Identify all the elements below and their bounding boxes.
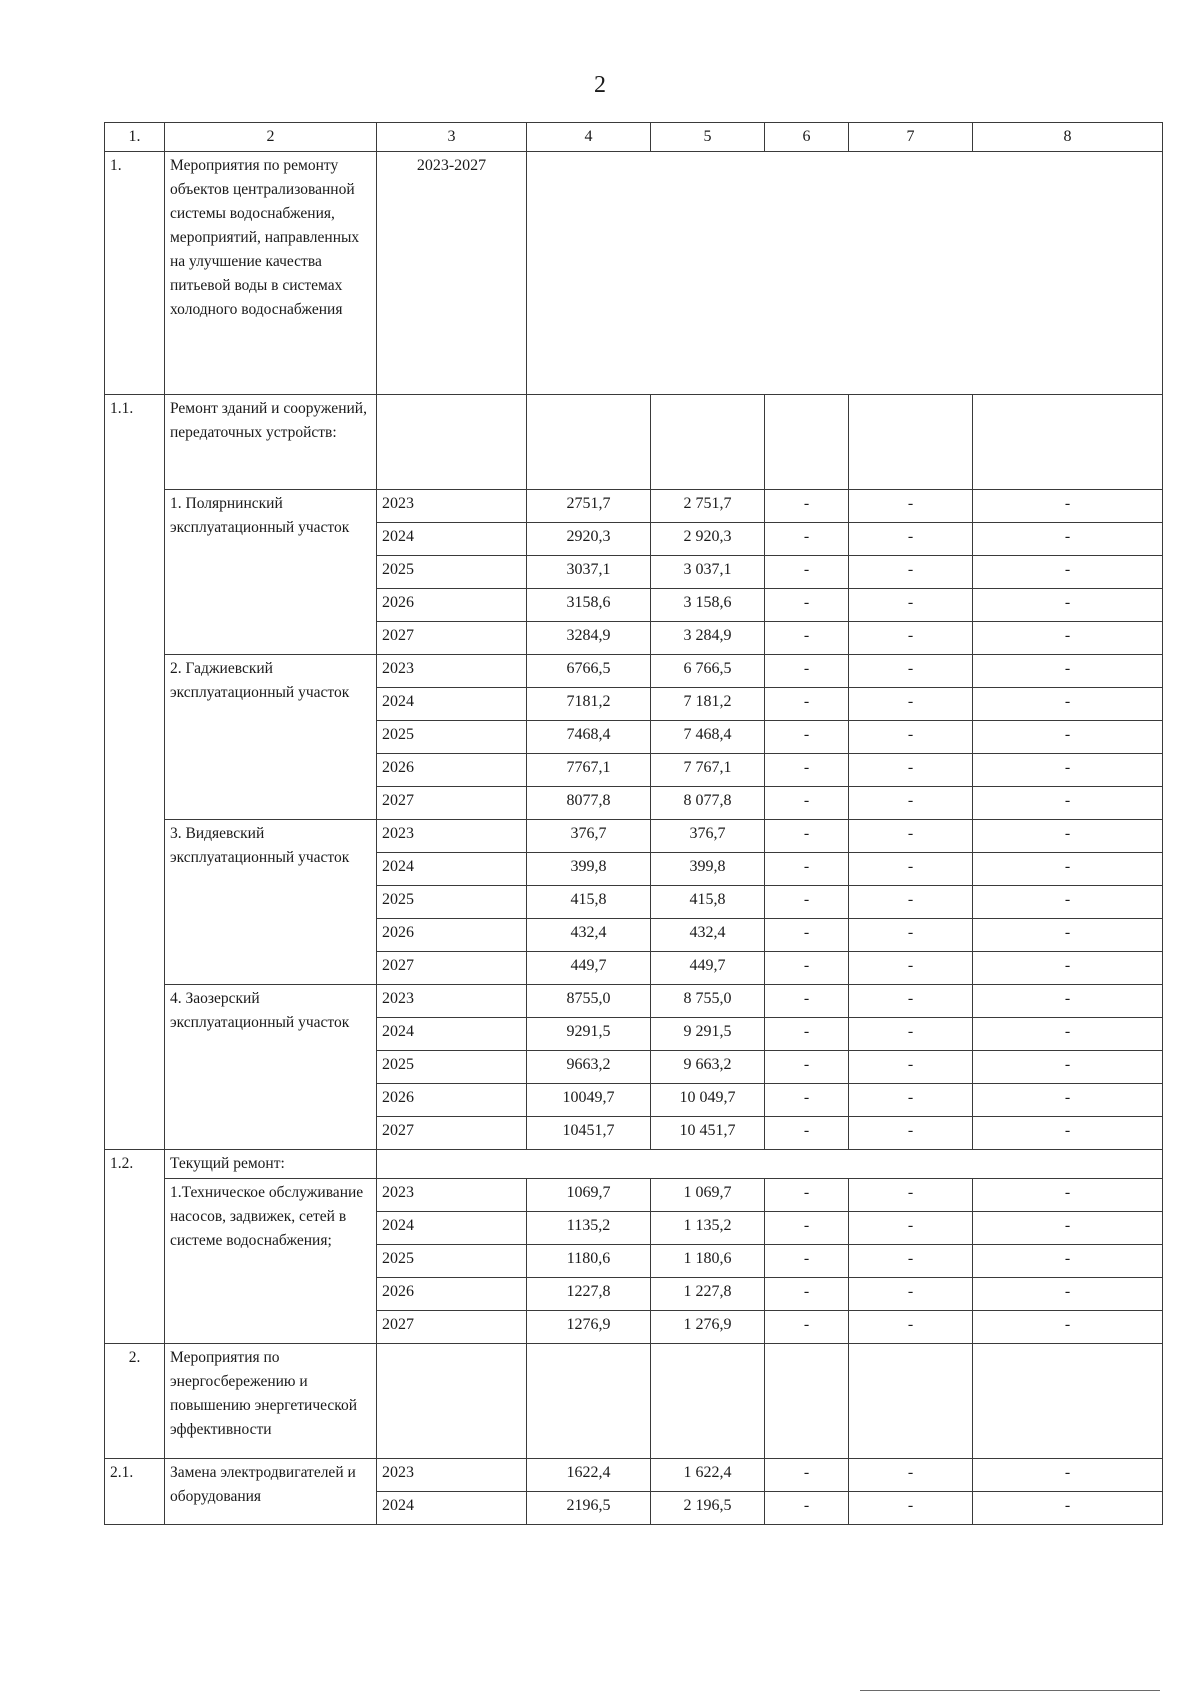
value-col4: 399,8	[527, 853, 651, 886]
empty-cell	[651, 395, 765, 490]
value-col4: 2751,7	[527, 490, 651, 523]
dash-col6: -	[765, 589, 849, 622]
dash-col6: -	[765, 754, 849, 787]
dash-col6: -	[765, 1051, 849, 1084]
row-number: 2.	[105, 1344, 165, 1459]
empty-cell	[973, 1344, 1163, 1459]
value-col5: 3 037,1	[651, 556, 765, 589]
year-cell: 2026	[377, 1084, 527, 1117]
empty-cell	[377, 1150, 1163, 1179]
year-cell: 2023	[377, 1459, 527, 1492]
value-col5: 1 180,6	[651, 1245, 765, 1278]
dash-col6: -	[765, 1018, 849, 1051]
year-cell: 2025	[377, 1051, 527, 1084]
year-cell: 2025	[377, 556, 527, 589]
value-col4: 10451,7	[527, 1117, 651, 1150]
value-col5: 1 069,7	[651, 1179, 765, 1212]
dash-col7: -	[849, 655, 973, 688]
year-cell: 2023	[377, 985, 527, 1018]
dash-col6: -	[765, 820, 849, 853]
page-number: 2	[594, 72, 606, 98]
dash-col7: -	[849, 589, 973, 622]
value-col5: 9 291,5	[651, 1018, 765, 1051]
section-1-period: 2023-2027	[377, 152, 527, 395]
year-cell: 2027	[377, 1117, 527, 1150]
year-cell: 2026	[377, 1278, 527, 1311]
dash-col8: -	[973, 622, 1163, 655]
value-col5: 1 622,4	[651, 1459, 765, 1492]
value-col5: 2 920,3	[651, 523, 765, 556]
value-col4: 1180,6	[527, 1245, 651, 1278]
value-col4: 3037,1	[527, 556, 651, 589]
dash-col8: -	[973, 1117, 1163, 1150]
dash-col6: -	[765, 721, 849, 754]
dash-col6: -	[765, 556, 849, 589]
dash-col7: -	[849, 721, 973, 754]
dash-col8: -	[973, 919, 1163, 952]
dash-col8: -	[973, 787, 1163, 820]
value-col4: 1135,2	[527, 1212, 651, 1245]
section-1-1-description: Ремонт зданий и сооружений, передаточных устройств:	[165, 395, 377, 490]
table-row	[105, 655, 1163, 688]
year-cell: 2025	[377, 1245, 527, 1278]
year-cell: 2027	[377, 622, 527, 655]
dash-col7: -	[849, 1459, 973, 1492]
year-cell: 2023	[377, 820, 527, 853]
dash-col7: -	[849, 523, 973, 556]
dash-col7: -	[849, 556, 973, 589]
dash-col8: -	[973, 1459, 1163, 1492]
dash-col8: -	[973, 985, 1163, 1018]
dash-col8: -	[973, 1179, 1163, 1212]
value-col5: 1 135,2	[651, 1212, 765, 1245]
dash-col8: -	[973, 1084, 1163, 1117]
dash-col8: -	[973, 688, 1163, 721]
value-col5: 8 755,0	[651, 985, 765, 1018]
maintenance-label: 1.Техническое обслуживание насосов, задвижек, сетей в системе водоснабжения;	[165, 1179, 377, 1344]
year-cell: 2025	[377, 721, 527, 754]
dash-col7: -	[849, 622, 973, 655]
dash-col7: -	[849, 688, 973, 721]
row-number: 1.1.	[105, 395, 165, 1150]
year-cell: 2023	[377, 655, 527, 688]
row-number: 1.	[105, 152, 165, 395]
dash-col7: -	[849, 1084, 973, 1117]
year-cell: 2027	[377, 952, 527, 985]
dash-col8: -	[973, 1051, 1163, 1084]
site-label: 1. Полярнинский эксплуатационный участок	[165, 490, 377, 655]
header-cell: 4	[527, 123, 651, 152]
value-col5: 7 468,4	[651, 721, 765, 754]
dash-col7: -	[849, 853, 973, 886]
dash-col6: -	[765, 952, 849, 985]
empty-cell	[377, 395, 527, 490]
value-col5: 7 181,2	[651, 688, 765, 721]
header-cell: 6	[765, 123, 849, 152]
year-cell: 2025	[377, 886, 527, 919]
dash-col6: -	[765, 1278, 849, 1311]
value-col5: 8 077,8	[651, 787, 765, 820]
dash-col6: -	[765, 490, 849, 523]
dash-col6: -	[765, 1179, 849, 1212]
program-table	[104, 122, 1163, 1525]
year-cell: 2026	[377, 919, 527, 952]
dash-col7: -	[849, 1492, 973, 1525]
dash-col6: -	[765, 853, 849, 886]
empty-cell	[849, 395, 973, 490]
year-cell: 2024	[377, 1018, 527, 1051]
value-col4: 1069,7	[527, 1179, 651, 1212]
empty-cell	[765, 395, 849, 490]
value-col5: 10 049,7	[651, 1084, 765, 1117]
section-1-row	[105, 152, 1163, 395]
year-cell: 2026	[377, 589, 527, 622]
value-col5: 3 284,9	[651, 622, 765, 655]
year-cell: 2024	[377, 1492, 527, 1525]
dash-col8: -	[973, 952, 1163, 985]
value-col4: 2920,3	[527, 523, 651, 556]
section-1-2-description: Текущий ремонт:	[165, 1150, 377, 1179]
dash-col7: -	[849, 754, 973, 787]
year-cell: 2027	[377, 1311, 527, 1344]
dash-col7: -	[849, 820, 973, 853]
value-col5: 1 276,9	[651, 1311, 765, 1344]
dash-col7: -	[849, 1179, 973, 1212]
value-col4: 10049,7	[527, 1084, 651, 1117]
value-col4: 8755,0	[527, 985, 651, 1018]
dash-col6: -	[765, 985, 849, 1018]
dash-col6: -	[765, 1212, 849, 1245]
dash-col6: -	[765, 1084, 849, 1117]
dash-col7: -	[849, 952, 973, 985]
dash-col7: -	[849, 919, 973, 952]
header-cell: 5	[651, 123, 765, 152]
table-row	[105, 1459, 1163, 1492]
section-1-description: Мероприятия по ремонту объектов централизованной системы водоснабжения, мероприятий, направленных на улучшение качества питьевой воды в системах холодного водоснабжения	[165, 152, 377, 395]
dash-col6: -	[765, 655, 849, 688]
dash-col7: -	[849, 886, 973, 919]
site-label: 2. Гаджиевский эксплуатационный участок	[165, 655, 377, 820]
site-label: 3. Видяевский эксплуатационный участок	[165, 820, 377, 985]
dash-col8: -	[973, 589, 1163, 622]
dash-col7: -	[849, 1278, 973, 1311]
value-col4: 1276,9	[527, 1311, 651, 1344]
value-col5: 6 766,5	[651, 655, 765, 688]
header-row	[105, 123, 1163, 152]
dash-col6: -	[765, 1117, 849, 1150]
value-col5: 10 451,7	[651, 1117, 765, 1150]
dash-col8: -	[973, 1311, 1163, 1344]
year-cell: 2026	[377, 754, 527, 787]
section-2-1-description: Замена электродвигателей и оборудования	[165, 1459, 377, 1525]
value-col4: 415,8	[527, 886, 651, 919]
dash-col7: -	[849, 1018, 973, 1051]
dash-col8: -	[973, 1018, 1163, 1051]
value-col4: 9291,5	[527, 1018, 651, 1051]
value-col4: 7468,4	[527, 721, 651, 754]
header-cell: 8	[973, 123, 1163, 152]
header-cell: 7	[849, 123, 973, 152]
year-cell: 2023	[377, 490, 527, 523]
dash-col6: -	[765, 1245, 849, 1278]
dash-col8: -	[973, 820, 1163, 853]
dash-col8: -	[973, 1212, 1163, 1245]
dash-col6: -	[765, 919, 849, 952]
bottom-divider	[860, 1690, 1160, 1691]
dash-col8: -	[973, 886, 1163, 919]
dash-col6: -	[765, 688, 849, 721]
table-row	[105, 1179, 1163, 1212]
value-col5: 399,8	[651, 853, 765, 886]
year-cell: 2024	[377, 853, 527, 886]
dash-col8: -	[973, 754, 1163, 787]
value-col5: 415,8	[651, 886, 765, 919]
value-col4: 8077,8	[527, 787, 651, 820]
dash-col6: -	[765, 622, 849, 655]
dash-col7: -	[849, 1051, 973, 1084]
dash-col7: -	[849, 1311, 973, 1344]
value-col5: 2 196,5	[651, 1492, 765, 1525]
dash-col6: -	[765, 523, 849, 556]
value-col5: 7 767,1	[651, 754, 765, 787]
dash-col6: -	[765, 886, 849, 919]
value-col4: 376,7	[527, 820, 651, 853]
header-cell: 3	[377, 123, 527, 152]
value-col4: 6766,5	[527, 655, 651, 688]
value-col4: 432,4	[527, 919, 651, 952]
section-2-row	[105, 1344, 1163, 1459]
dash-col8: -	[973, 1245, 1163, 1278]
value-col5: 1 227,8	[651, 1278, 765, 1311]
header-cell: 1.	[105, 123, 165, 152]
value-col5: 432,4	[651, 919, 765, 952]
dash-col7: -	[849, 985, 973, 1018]
dash-col8: -	[973, 1492, 1163, 1525]
header-cell: 2	[165, 123, 377, 152]
value-col5: 3 158,6	[651, 589, 765, 622]
year-cell: 2024	[377, 1212, 527, 1245]
value-col5: 2 751,7	[651, 490, 765, 523]
year-cell: 2024	[377, 688, 527, 721]
table-row	[105, 490, 1163, 523]
value-col5: 449,7	[651, 952, 765, 985]
site-label: 4. Заозерский эксплуатационный участок	[165, 985, 377, 1150]
dash-col6: -	[765, 787, 849, 820]
row-number: 1.2.	[105, 1150, 165, 1344]
year-cell: 2027	[377, 787, 527, 820]
dash-col8: -	[973, 523, 1163, 556]
empty-cell	[377, 1344, 527, 1459]
dash-col8: -	[973, 490, 1163, 523]
value-col4: 9663,2	[527, 1051, 651, 1084]
dash-col7: -	[849, 1245, 973, 1278]
empty-cell	[651, 1344, 765, 1459]
value-col5: 9 663,2	[651, 1051, 765, 1084]
dash-col8: -	[973, 853, 1163, 886]
empty-cell	[527, 395, 651, 490]
value-col4: 449,7	[527, 952, 651, 985]
dash-col7: -	[849, 490, 973, 523]
dash-col8: -	[973, 1278, 1163, 1311]
value-col4: 3158,6	[527, 589, 651, 622]
dash-col6: -	[765, 1311, 849, 1344]
section-2-description: Мероприятия по энергосбережению и повышению энергетической эффективности	[165, 1344, 377, 1459]
value-col4: 1227,8	[527, 1278, 651, 1311]
section-1-2-row	[105, 1150, 1163, 1179]
dash-col6: -	[765, 1459, 849, 1492]
table-row	[105, 985, 1163, 1018]
value-col4: 3284,9	[527, 622, 651, 655]
row-number: 2.1.	[105, 1459, 165, 1525]
empty-cell	[765, 1344, 849, 1459]
table-row	[105, 820, 1163, 853]
empty-cell	[849, 1344, 973, 1459]
dash-col7: -	[849, 1117, 973, 1150]
year-cell: 2024	[377, 523, 527, 556]
value-col4: 1622,4	[527, 1459, 651, 1492]
dash-col7: -	[849, 787, 973, 820]
section-1-empty	[527, 152, 1163, 395]
value-col4: 7767,1	[527, 754, 651, 787]
dash-col8: -	[973, 721, 1163, 754]
value-col5: 376,7	[651, 820, 765, 853]
value-col4: 2196,5	[527, 1492, 651, 1525]
year-cell: 2023	[377, 1179, 527, 1212]
empty-cell	[527, 1344, 651, 1459]
dash-col6: -	[765, 1492, 849, 1525]
dash-col8: -	[973, 655, 1163, 688]
dash-col7: -	[849, 1212, 973, 1245]
value-col4: 7181,2	[527, 688, 651, 721]
empty-cell	[973, 395, 1163, 490]
dash-col8: -	[973, 556, 1163, 589]
section-1-1-row	[105, 395, 1163, 490]
